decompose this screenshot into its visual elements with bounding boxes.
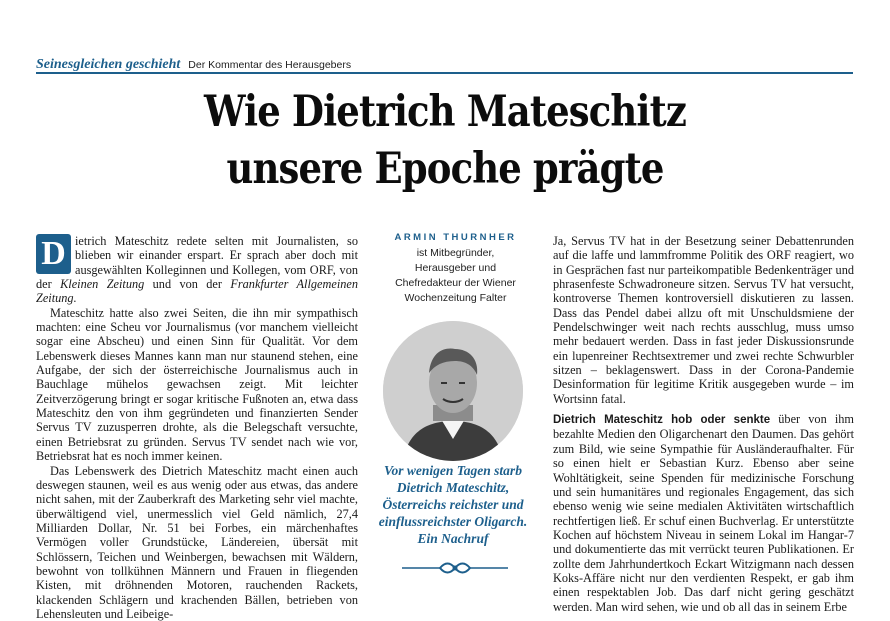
paragraph-1-em-1: Kleinen Zeitung [60, 277, 144, 291]
article-column-1 [36, 234, 358, 621]
teaser [368, 462, 538, 547]
header-rule [36, 72, 853, 74]
teaser-line: Vor wenigen Tagen starb [368, 462, 538, 479]
section-kicker: Seinesgleichen geschieht [36, 57, 180, 72]
section-subtitle: Der Kommentar des Herausgebers [188, 59, 351, 71]
paragraph-1-text-b: und von der [144, 277, 230, 291]
paragraph-2: Mateschitz hatte also zwei Seiten, die ihn mir sympathisch machten: eine Scheu vor Journalismus (vor manchem vielleicht sogar eine Abscheu) und einen Sinn für Qualität. Vor dem Lebenswerk dieses Mannes kann man nur staunend stehen, eine Aufgabe, der sich der österreichische Journalismus auch in Bauchlage mühelos gewachsen zeigt. Mit leichter Zeitverzögerung bringt er sogar kritische Fußnoten an, etwa dass Mateschitz den von ihm gegründeten und finanzierten Sender Servus TV zuzusperren drohte, als die Belegschaft versuchte, einen Betriebsrat zu gründen. Servus TV sendet nach wie vor, Betriebsrat hat es noch immer keinen. [36, 306, 358, 464]
ornament-divider [400, 560, 510, 576]
headline [114, 84, 776, 198]
teaser-line: einflussreichster Oligarch. [368, 513, 538, 530]
paragraph-1-text-a: ietrich Mateschitz redete selten mit Journalisten, so blieben wir einander erspart. Er sprach aber doch mit ausgewählten Kolleginnen und Kollegen, vom ORF, von der [36, 234, 358, 291]
author-bio-line: Wochenzeitung Falter [373, 291, 538, 306]
paragraph-4: Ja, Servus TV hat in der Besetzung seiner Debattenrunden auf die laffe und lammfromme Politik des ORF reagiert, wo in Gesprächen fast nur parteikompatible Bedenkenträger und phrasenfeste Schwadroneure sitzen. Servus TV hat versucht, kontroverse Themen kontroversiell diskutieren zu lassen. Dass das Pendel dabei allzu oft mit Unschuldsmiene der Pendelschwinger weit nach rechts ausschlug, muss umso mehr bedauert werden. Dass in fast jeder Diskussionsrunde ein lupenreiner Rechtsextremer und zwei rechte Schwurbler sitzen – beklagenswert. Dass in der Corona-Pandemie Desinformation für legitime Kritik ausgegeben wurde – im Wortsinn fatal. [553, 234, 854, 406]
portrait-illustration [383, 321, 523, 461]
paragraph-lead-in: Dietrich Mateschitz hob oder senkte [553, 414, 770, 426]
author-box [373, 232, 538, 306]
author-bio-line: Chefredakteur der Wiener [373, 276, 538, 291]
author-bio-line: ist Mitbegründer, [373, 246, 538, 261]
section-header [36, 55, 853, 73]
paragraph-5-text: über von ihm bezahlte Medien den Oligarchenart den Daumen. Das gehört zum Bild, wie seine Sympathie für Ausländeraufhalter. Für so einen hielt er Sebastian Kurz. Ebenso aber seine Wohltätigkeit, seine Spenden für medizinische Forschung und sein humanitäres und regionales Engagement, das sich ebenso wenig wie seine medialen Aktivitäten wirtschaftlich rechtfertigen ließ. Er schuf einen Buchverlag. Er unterstützte Kochen auf höchstem Niveau in seinem Lokal im Hangar-7 und dokumentierte das mit verrückt teuren Publikationen. Er zollte dem Jahrhundertkoch Eckart Witzigmann nach dessen Koks-Affäre nicht nur den verdienten Respekt, er gab ihm einen respektablen Job. Das darf nicht gering geschätzt werden. Man wird sehen, wie und ob all das in seinem Erbe [553, 412, 854, 613]
author-bio-line: Herausgeber und [373, 261, 538, 276]
dropcap: D [36, 234, 71, 274]
teaser-line: Dietrich Mateschitz, [368, 479, 538, 496]
paragraph-5 [553, 412, 854, 614]
teaser-line: Ein Nachruf [368, 530, 538, 547]
paragraph-1-em-2: Frankfurter Allgemeinen Zeitung. [36, 277, 358, 305]
paragraph-1 [36, 234, 358, 306]
ornament-icon [400, 560, 510, 576]
article-column-3 [553, 234, 854, 614]
author-portrait [383, 321, 523, 461]
paragraph-3: Das Lebenswerk des Dietrich Mateschitz macht einen auch deswegen staunen, weil es aus wenig oder aus etwas, das andere nicht sahen, mit der Zauberkraft des Marketing sehr viel machte, überwältigend viel, unermesslich viel Geld nämlich, 27,4 Milliarden Dollar, Nr. 51 bei Forbes, ein märchenhaftes Vermögen voller Grundstücke, Ländereien, übersät mit Schlössern, Teichen und Weinbergen, bewachsen mit Wäldern, bewohnt von tollkühnen Männern und Frauen in fliegenden Kisten, mit dröhnenden Motoren, rauchenden Rackets, klackenden Schlägern und krachenden Bällen, betrieben von Lehensleuten und Leibeige- [36, 464, 358, 621]
headline-line-2: unsere Epoche prägte [114, 141, 776, 198]
author-bio [373, 246, 538, 306]
author-name: ARMIN THURNHER [373, 232, 538, 243]
teaser-line: Österreichs reichster und [368, 496, 538, 513]
headline-line-1: Wie Dietrich Mateschitz [114, 84, 776, 141]
